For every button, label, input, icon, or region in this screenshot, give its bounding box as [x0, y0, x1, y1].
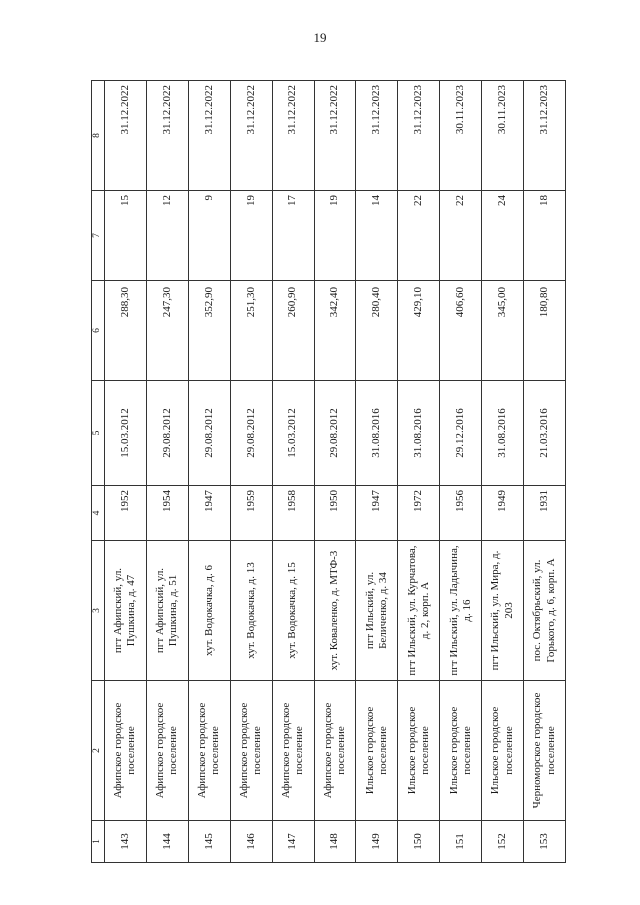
- settlement-cell: Ильское городское поселение: [440, 681, 482, 821]
- residents-count-cell: 19: [230, 191, 272, 281]
- row-number-cell: 153: [524, 821, 566, 863]
- year-built-cell: 1952: [105, 486, 147, 541]
- table-row: [524, 81, 566, 863]
- year-built-cell: 1959: [230, 486, 272, 541]
- row-number-cell: 145: [188, 821, 230, 863]
- row-number-cell: 150: [398, 821, 440, 863]
- table-row: [188, 81, 230, 863]
- recognition-date-cell: 31.08.2016: [398, 381, 440, 486]
- area-cell: 247,30: [146, 281, 188, 381]
- recognition-date-cell: 21.03.2016: [524, 381, 566, 486]
- recognition-date-cell: 31.08.2016: [356, 381, 398, 486]
- housing-table: [91, 80, 566, 863]
- address-cell: хут. Коваленко, д. МТФ-3: [314, 541, 356, 681]
- address-cell: пгт Ильский, ул. Ладычина, д. 16: [440, 541, 482, 681]
- deadline-cell: 31.12.2023: [524, 81, 566, 191]
- table-row: [356, 81, 398, 863]
- column-number-row: [92, 81, 105, 863]
- residents-count-cell: 18: [524, 191, 566, 281]
- year-built-cell: 1947: [188, 486, 230, 541]
- area-cell: 345,00: [482, 281, 524, 381]
- column-header: 8: [92, 81, 105, 191]
- year-built-cell: 1958: [272, 486, 314, 541]
- column-header: 4: [92, 486, 105, 541]
- year-built-cell: 1931: [524, 486, 566, 541]
- deadline-cell: 31.12.2022: [146, 81, 188, 191]
- settlement-cell: Афипское городское поселение: [105, 681, 147, 821]
- rotated-table-container: [91, 81, 566, 863]
- deadline-cell: 31.12.2022: [188, 81, 230, 191]
- residents-count-cell: 15: [105, 191, 147, 281]
- recognition-date-cell: 29.12.2016: [440, 381, 482, 486]
- year-built-cell: 1947: [356, 486, 398, 541]
- area-cell: 260,90: [272, 281, 314, 381]
- residents-count-cell: 22: [398, 191, 440, 281]
- column-header: 6: [92, 281, 105, 381]
- page-number: 19: [313, 30, 327, 45]
- recognition-date-cell: 29.08.2012: [146, 381, 188, 486]
- area-cell: 352,90: [188, 281, 230, 381]
- settlement-cell: Афипское городское поселение: [272, 681, 314, 821]
- column-header: 7: [92, 191, 105, 281]
- address-cell: пгт Ильский, ул. Беличенко, д. 34: [356, 541, 398, 681]
- deadline-cell: 31.12.2023: [398, 81, 440, 191]
- row-number-cell: 152: [482, 821, 524, 863]
- residents-count-cell: 14: [356, 191, 398, 281]
- settlement-cell: Афипское городское поселение: [230, 681, 272, 821]
- row-number-cell: 144: [146, 821, 188, 863]
- year-built-cell: 1972: [398, 486, 440, 541]
- table-row: [482, 81, 524, 863]
- column-header: 1: [92, 821, 105, 863]
- row-number-cell: 148: [314, 821, 356, 863]
- settlement-cell: Черноморское городское поселение: [524, 681, 566, 821]
- recognition-date-cell: 29.08.2012: [230, 381, 272, 486]
- row-number-cell: 143: [105, 821, 147, 863]
- deadline-cell: 31.12.2023: [356, 81, 398, 191]
- settlement-cell: Афипское городское поселение: [146, 681, 188, 821]
- table-row: [105, 81, 147, 863]
- area-cell: 288,30: [105, 281, 147, 381]
- residents-count-cell: 17: [272, 191, 314, 281]
- settlement-cell: Ильское городское поселение: [398, 681, 440, 821]
- deadline-cell: 31.12.2022: [314, 81, 356, 191]
- address-cell: пгт Афипский, ул. Пушкина, д. 51: [146, 541, 188, 681]
- table-row: [230, 81, 272, 863]
- row-number-cell: 147: [272, 821, 314, 863]
- table-row: [272, 81, 314, 863]
- settlement-cell: Ильское городское поселение: [482, 681, 524, 821]
- residents-count-cell: 24: [482, 191, 524, 281]
- settlement-cell: Афипское городское поселение: [188, 681, 230, 821]
- area-cell: 280,40: [356, 281, 398, 381]
- table-row: [146, 81, 188, 863]
- deadline-cell: 31.12.2022: [105, 81, 147, 191]
- recognition-date-cell: 31.08.2016: [482, 381, 524, 486]
- area-cell: 180,80: [524, 281, 566, 381]
- column-header: 5: [92, 381, 105, 486]
- deadline-cell: 30.11.2023: [482, 81, 524, 191]
- row-number-cell: 149: [356, 821, 398, 863]
- residents-count-cell: 12: [146, 191, 188, 281]
- table-row: [398, 81, 440, 863]
- table-row: [314, 81, 356, 863]
- address-cell: хут. Водокачка, д. 13: [230, 541, 272, 681]
- year-built-cell: 1956: [440, 486, 482, 541]
- settlement-cell: Афипское городское поселение: [314, 681, 356, 821]
- row-number-cell: 146: [230, 821, 272, 863]
- column-header: 3: [92, 541, 105, 681]
- area-cell: 342,40: [314, 281, 356, 381]
- year-built-cell: 1950: [314, 486, 356, 541]
- address-cell: хут. Водокачка, д. 6: [188, 541, 230, 681]
- address-cell: хут. Водокачка, д. 15: [272, 541, 314, 681]
- table-body: [105, 81, 566, 863]
- area-cell: 429,10: [398, 281, 440, 381]
- residents-count-cell: 22: [440, 191, 482, 281]
- recognition-date-cell: 29.08.2012: [188, 381, 230, 486]
- recognition-date-cell: 15.03.2012: [272, 381, 314, 486]
- deadline-cell: 30.11.2023: [440, 81, 482, 191]
- address-cell: пос. Октябрьский, ул. Горького, д. 6, корп. А: [524, 541, 566, 681]
- recognition-date-cell: 15.03.2012: [105, 381, 147, 486]
- year-built-cell: 1954: [146, 486, 188, 541]
- settlement-cell: Ильское городское поселение: [356, 681, 398, 821]
- residents-count-cell: 19: [314, 191, 356, 281]
- residents-count-cell: 9: [188, 191, 230, 281]
- area-cell: 406,60: [440, 281, 482, 381]
- deadline-cell: 31.12.2022: [272, 81, 314, 191]
- address-cell: пгт Ильский, ул. Мира, д. 203: [482, 541, 524, 681]
- table-row: [440, 81, 482, 863]
- row-number-cell: 151: [440, 821, 482, 863]
- deadline-cell: 31.12.2022: [230, 81, 272, 191]
- year-built-cell: 1949: [482, 486, 524, 541]
- recognition-date-cell: 29.08.2012: [314, 381, 356, 486]
- area-cell: 251,30: [230, 281, 272, 381]
- address-cell: пгт Афипский, ул. Пушкина, д. 47: [105, 541, 147, 681]
- address-cell: пгт Ильский, ул. Курчатова, д. 2, корп. А: [398, 541, 440, 681]
- column-header: 2: [92, 681, 105, 821]
